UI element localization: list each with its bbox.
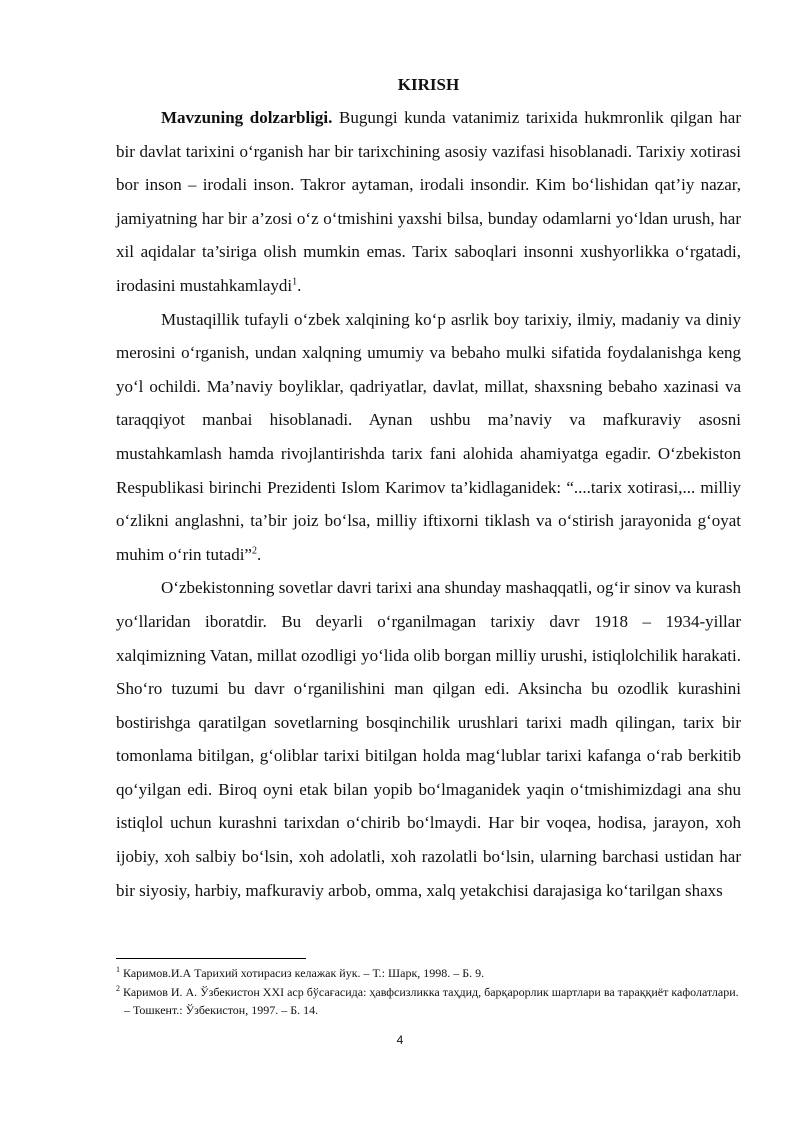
page-number: 4 [396,1033,404,1047]
footnote-ref[interactable]: 2 [251,545,257,557]
footnote-number: 2 [116,984,120,993]
body-text [116,101,741,907]
paragraph-2 [116,303,741,572]
footnote-ref[interactable]: 1 [292,276,298,288]
paragraph-tail: . [297,275,302,295]
footnote-text: Каримов.И.А Тарихий хотирасиз келажак йук. – Т.: Шарк, 1998. – Б. 9. [120,966,485,980]
paragraph-text: Mustaqillik tufayli o‘zbek xalqining ko‘p asrlik boy tarixiy, ilmiy, madaniy va diniy merosini o‘rganish, undan xalqning umumiy va bebaho mulki sifatida foydalanishga keng yo‘l ochildi. Ma’naviy boyliklar, qadriyatlar, davlat, millat, shaxsning bebaho xazinasi va taraqqiyot manbai hisoblanadi. Aynan ushbu ma’naviy va mafkuraviy asosni mustahkamlash hamda rivojlantirishda tarix fani alohida ahamiyatga egadir. O‘zbekiston Respublikasi birinchi Prezidenti Islom Karimov ta’kidlaganidek: “....tarix xotirasi,... milliy o‘zlikni anglashni, ta’bir joiz bo‘lsa, milliy iftixorni tiklash va o‘stirish jarayonida g‘oyat muhim o‘rin tutadi” [116,309,741,564]
paragraph-tail: . [256,544,262,564]
paragraph-text: Bugungi kunda vatanimiz tarixida hukmronlik qilgan har bir davlat tarixini o‘rganish har bir tarixchining asosiy vazifasi hisoblanadi. Tarixiy xotirasi bor inson – irodali inson. Takror aytaman, irodali insondir. Kim bo‘lishidan qat’iy nazar, jamiyatning har bir a’zosi o‘z o‘tmishini yaxshi bilsa, bunday odamlarni yo‘ldan urush, har xil aqidalar ta’siriga olish mumkin emas. Tarix saboqlari insonni xushyorlikka o‘rgatadi, irodasini mustahkamlaydi [116,108,741,295]
paragraph-1 [116,101,741,303]
footnote-separator [116,958,306,959]
footnote-text: Каримов И. А. Ўзбекистон XXI аср бўсағасида: ҳавфсизликка таҳдид, барқарорлик шартлари ва тараққиёт кафолатлари. – Тошкент.: Ўзбекистон, 1997. – Б. 14. [120,985,739,1017]
footnote-1 [116,964,741,982]
paragraph-3 [116,571,741,907]
footnotes [116,964,741,1020]
footnote-2 [116,983,741,1019]
paragraph-text: O‘zbekistonning sovetlar davri tarixi ana shunday mashaqqatli, og‘ir sinov va kurash yo‘llaridan iboratdir. Bu deyarli o‘rganilmagan tarixiy davr 1918 – 1934-yillar xalqimizning Vatan, millat ozodligi yo‘lida olib borgan milliy urushi, istiqlolchilik harakati. Sho‘ro tuzumi bu davr o‘rganilishini man qilgan edi. Aksincha bu ozodlik kurashini bostirishga qaratilgan sovetlarning bosqinchilik urushlari tarixi madh qilingan, tarix bir tomonlama bitilgan, g‘oliblar tarixi bitilgan holda mag‘lublar tarixi kafanga o‘rab berkitib qo‘yilgan edi. Biroq oyni etak bilan yopib bo‘lmaganidek yaqin o‘tmishimizdagi ana shu istiqlol uchun kurashni tarixdan o‘chirib bo‘lmaydi. Har bir voqea, hodisa, jarayon, xoh ijobiy, xoh salbiy bo‘lsin, xoh adolatli, xoh razolatli bo‘lsin, ularning barchasi ustidan har bir siyosiy, harbiy, mafkuraviy arbob, omma, xalq yetakchisi darajasiga ko‘tarilgan shaxs [116,578,741,900]
section-title: KIRISH [397,75,460,94]
paragraph-lead: Mavzuning dolzarbligi. [161,108,333,127]
footnote-number: 1 [116,965,120,974]
